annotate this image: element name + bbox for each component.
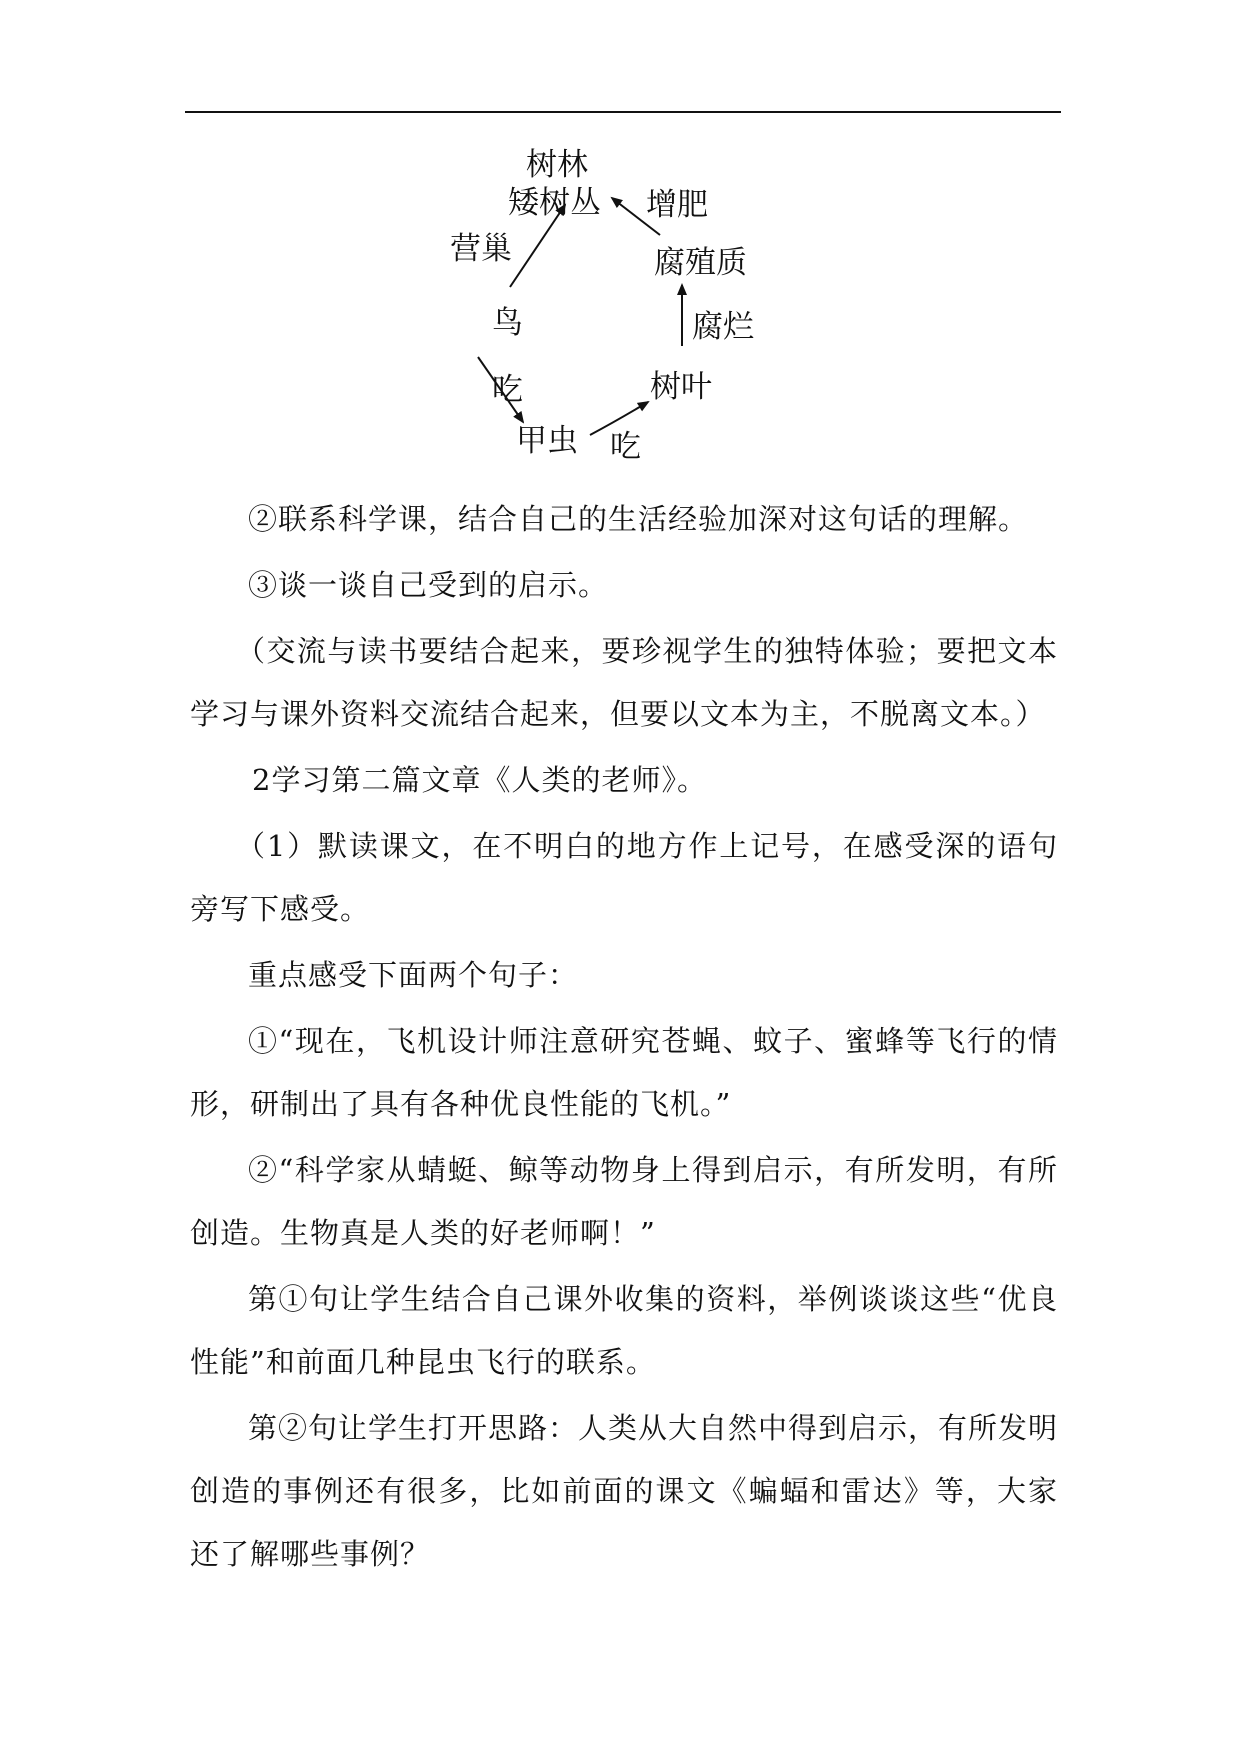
node-humus: 腐殖质 <box>654 245 747 281</box>
node-forest-line1: 树林 <box>526 147 588 183</box>
node-forest-line2: 矮树丛 <box>508 185 601 221</box>
food-cycle-diagram <box>420 147 860 470</box>
paragraph-inspiration: ③谈一谈自己受到的启示。 <box>248 568 609 602</box>
edge-label-fertilize: 增肥 <box>646 187 708 223</box>
edge-label-rot: 腐烂 <box>692 309 754 345</box>
edge-label-eat-2: 吃 <box>610 429 641 465</box>
edge-label-nest: 营巢 <box>450 231 512 267</box>
paragraph-section-2: 2学习第二篇文章《人类的老师》。 <box>252 763 707 797</box>
paragraph-quote-1: ①“现在，飞机设计师注意研究苍蝇、蚊子、蜜蜂等飞行的情形，研制出了具有各种优良性能的飞机。” <box>190 1024 1058 1121</box>
paragraph-quote-2: ②“科学家从蜻蜓、鲸等动物身上得到启示，有所发明，有所创造。生物真是人类的好老师啊！” <box>190 1153 1058 1250</box>
header-rule <box>185 111 1061 113</box>
paragraph-analysis-1: 第①句让学生结合自己课外收集的资料，举例谈谈这些“优良性能”和前面几种昆虫飞行的联系。 <box>190 1282 1058 1379</box>
paragraph-key-sentences: 重点感受下面两个句子： <box>248 958 579 992</box>
body-text <box>190 488 1058 1586</box>
edge-label-eat-1: 吃 <box>492 372 523 408</box>
node-leaves: 树叶 <box>650 369 712 405</box>
node-bird: 鸟 <box>492 305 523 341</box>
paragraph-teaching-note: （交流与读书要结合起来，要珍视学生的独特体验；要把文本学习与课外资料交流结合起来，但要以文本为主，不脱离文本。） <box>190 634 1058 731</box>
node-beetle: 甲虫 <box>516 423 578 459</box>
paragraph-silent-reading: （1）默读课文，在不明白的地方作上记号，在感受深的语句旁写下感受。 <box>190 829 1058 926</box>
diagram-arrows <box>420 147 860 470</box>
paragraph-analysis-2: 第②句让学生打开思路：人类从大自然中得到启示，有所发明创造的事例还有很多，比如前面的课文《蝙蝠和雷达》等，大家还了解哪些事例？ <box>190 1411 1059 1571</box>
paragraph-understanding: ②联系科学课，结合自己的生活经验加深对这句话的理解。 <box>248 502 1029 536</box>
